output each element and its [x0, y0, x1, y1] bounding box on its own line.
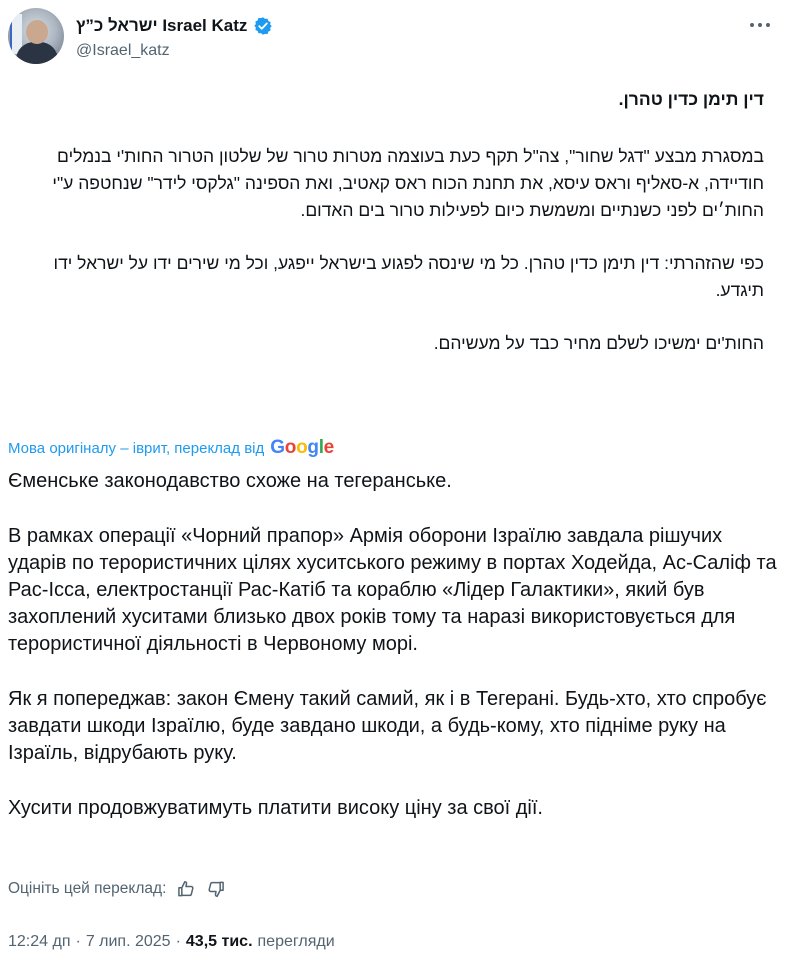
original-paragraph-2: כפי שהזהרתי: דין תימן כדין טהרן. כל מי שינסה לפגוע בישראל ייפגע, וכל מי שירים ידו על ישראל ידו תיגדע.: [53, 253, 764, 300]
author-display-name[interactable]: ישראל כ”ץ Israel Katz: [76, 16, 248, 35]
meta-separator: ·: [75, 933, 81, 950]
translated-paragraph-3: Хусити продовжуватимуть платити високу ціну за свої дії.: [8, 797, 543, 819]
tweet-date[interactable]: 7 лип. 2025: [85, 933, 171, 950]
translated-paragraph-1: В рамках операції «Чорний прапор» Армія оборони Ізраїлю завдала рішучих ударів по терористичних цілях хуситського режиму в портах Ходейда, Ас-Саліф та Рас-Ісса, електростанції Рас-Катіб та кораблю «Лідер Галактики», який був захоплений хуситами близько двох років тому та наразі використовується для терористичної діяльності в Червоному морі.: [8, 525, 777, 655]
thumbs-up-icon[interactable]: [176, 879, 196, 899]
more-dot: [766, 23, 770, 27]
more-dot: [750, 23, 754, 27]
translated-title: Єменське законодавство схоже на тегеранське.: [8, 470, 452, 492]
avatar-head: [26, 20, 48, 44]
meta-separator: ·: [175, 933, 181, 950]
views-label: перегляди: [257, 933, 335, 950]
thumbs-down-icon[interactable]: [206, 879, 226, 899]
translation-note-row[interactable]: [8, 436, 334, 460]
avatar-suit: [16, 42, 58, 64]
google-logo: Google: [270, 437, 334, 458]
verified-badge-icon: [253, 16, 273, 36]
avatar[interactable]: [8, 8, 64, 64]
translation-note[interactable]: Мова оригіналу – іврит, переклад від: [8, 439, 265, 457]
rate-translation-row: [8, 876, 226, 902]
translated-paragraph-2: Як я попереджав: закон Ємену такий самий, як і в Тегерані. Будь-хто, хто спробує завдати шкоди Ізраїлю, буде завдано шкоди, а будь-кому, хто підніме руку на Ізраїль, відрубають руку.: [8, 688, 767, 764]
translated-text: [8, 468, 783, 822]
original-paragraph-1: במסגרת מבצע "דגל שחור", צה"ל תקף כעת בעוצמה מטרות טרור של שלטון הטרור החות'י בנמלים חודיידה, א-סאליף וראס עיסא, את תחנת הכוח ראס קאטיב, ואת הספינה "גלקסי לידר" שנחטפה ע"י החות׳ים לפני כשנתיים ומשמשת כיום לפעילות טרור בים האדום.: [52, 146, 764, 220]
rate-translation-label: Оцініть цей переклад:: [8, 880, 167, 897]
author-handle[interactable]: @Israel_katz: [76, 42, 170, 59]
more-dot: [758, 23, 762, 27]
views-count: 43,5 тис.: [185, 933, 253, 950]
original-paragraph-3: החות'ים ימשיכו לשלם מחיר כבד על מעשיהם.: [433, 333, 764, 353]
tweet-time[interactable]: 12:24 дп: [8, 933, 71, 950]
tweet-header: [8, 8, 781, 66]
original-title: דין תימן כדין טהרן.: [618, 89, 764, 109]
original-text: [8, 86, 764, 357]
author-name-row: [76, 14, 273, 38]
tweet-meta: [8, 930, 335, 954]
more-icon[interactable]: [743, 12, 777, 38]
